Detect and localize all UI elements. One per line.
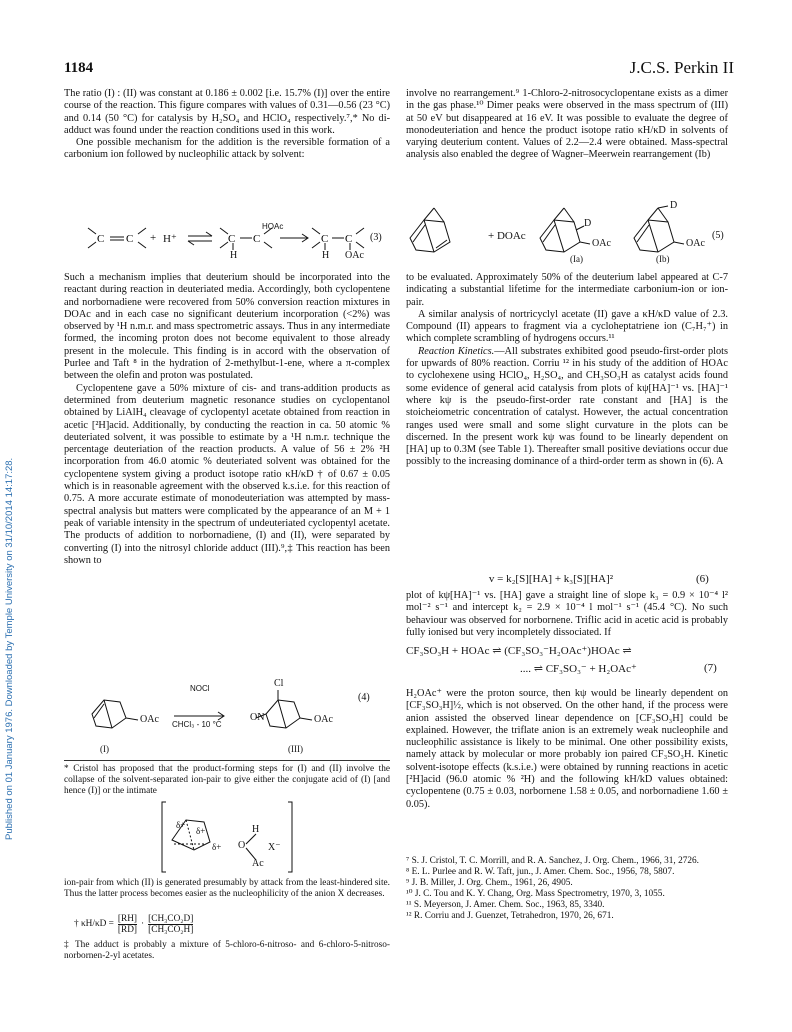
svg-text:C: C bbox=[321, 233, 329, 245]
fraction-1-numerator: [RH] bbox=[117, 914, 138, 924]
scheme-4-on: ON bbox=[250, 712, 265, 723]
left-paragraph-4: Cyclopentene gave a 50% mixture of cis- and trans-addition products as determined from deuterium magnetic resonance studies on cyclopentanol obtained by LiAlH₄ cleavage of cyclopentyl acetate obtained from reaction in acetic [²H]acid. Additionally, by conducting the reaction in ca. 50 atomic % deuteriated solvent, it was possible to estimate by a ¹H n.m.r. technique the percentage deuteriation of the reaction products. A value of 56 ± 2% ²H incorporation from 46.0 atomic % deuteriated solvent was obtained for the cyclopentene system giving a product isotope ratio κH/κD † of 0.67 ± 0.05 which is in reasonable agreement with the observed k.s.i.e. for this reaction of 0.75. A more accurate estimate of monodeuteriation was attempted by mass-spectral analysis but matters were complicated by the appearance of an M + 1 peak of variable intensity in the spectrum of undeuteriated cyclopentyl acetate. The products of addition to norbornadiene, (I) and (II), were separated by converting (I) into the nitrosyl chloride adduct (III).⁹,‡ This reaction has been shown to bbox=[64, 382, 390, 566]
reference-10: ¹⁰ J. C. Tou and K. Y. Chang, Org. Mass Spectrometry, 1970, 3, 1055. bbox=[406, 889, 665, 899]
section-heading-kinetics: Reaction Kinetics. bbox=[418, 345, 495, 357]
scheme-4-oac-2: OAc bbox=[314, 714, 333, 725]
fraction-1 bbox=[118, 914, 137, 935]
equation-number-7: (7) bbox=[704, 662, 717, 674]
fraction-2-denominator: [CH₃CO₂H] bbox=[148, 925, 194, 935]
svg-text:C: C bbox=[228, 233, 236, 245]
left-paragraph-1: The ratio (I) : (II) was constant at 0.186 ± 0.002 [i.e. 15.7% (I)] over the entire course of the reaction. This figure compares with values of 0.31—0.56 (23 °C) and 0.14 (50 °C) for catalysis by H₂SO₄ and HClO₄ respectively.⁷,* No di-adduct was found under the reaction conditions used in this work. bbox=[64, 88, 390, 136]
download-notice-text: Published on 01 January 1976. Downloaded by Temple University on 31/10/2014 14:17:28. bbox=[4, 457, 15, 840]
scheme-5-d-1: D bbox=[584, 218, 592, 229]
ion-pair-h: H bbox=[252, 824, 260, 835]
footnote-dagger: † κH/κD = $\frac{[RH]}{[RD]}$ · $\frac{\text{[CH₃CO₂D]}}{\text{[CH₃CO₂H]}}$ bbox=[74, 914, 194, 935]
equation-number-5: (5) bbox=[712, 230, 724, 241]
footnote-star: * Cristol has proposed that the product-forming steps for (I) and (II) involve the collapse of the solvent-separated ion-pair to give either the conjugate acid of (I) [and hence (I)] or the intimate bbox=[64, 764, 390, 796]
scheme-4-oac-1: OAc bbox=[140, 714, 159, 725]
scheme-3-h-product: H bbox=[322, 250, 330, 261]
scheme-3 bbox=[80, 220, 380, 270]
ion-pair-o: O bbox=[238, 840, 246, 851]
scheme-3-oac: OAc bbox=[345, 250, 364, 261]
right-paragraph-1: involve no rearrangement.⁹ 1-Chloro-2-nitrosocyclopentane exists as a dimer in the gas phase.¹⁰ Dimer peaks were observed in the mass spectrum of (III) at 50 eV but disappeared at 16 eV. It was possible to evaluate the degree of monodeuteriation and hence the product isotope ratio κH/κD in solvents of varying deuterium content. Values of 2.2—2.4 were obtained. Mass-spectral analysis also enabled the degree of Wagner–Meerwein rearrangement (Ib) bbox=[406, 88, 728, 161]
right-column-body bbox=[406, 272, 728, 469]
scheme-3-reagent: HOAc bbox=[262, 222, 284, 231]
ion-pair-ac: Ac bbox=[252, 858, 264, 869]
ion-pair-delta-3: δ+ bbox=[212, 842, 222, 852]
footnote-rule bbox=[64, 760, 390, 761]
left-column-top bbox=[64, 88, 390, 162]
scheme-5-oac-1: OAc bbox=[592, 238, 611, 249]
fraction-2-numerator: [CH₃CO₂D] bbox=[148, 914, 194, 924]
download-notice bbox=[2, 200, 16, 840]
scheme-5 bbox=[406, 204, 728, 270]
scheme-5-label-ib: (Ib) bbox=[656, 254, 670, 264]
svg-text:C: C bbox=[253, 233, 261, 245]
equation-number-4: (4) bbox=[358, 692, 370, 703]
equation-7-line-2: .... ⇌ CF₃SO₃⁻ + H₂OAc⁺ bbox=[520, 663, 637, 675]
right-paragraph-6: H₂OAc⁺ were the proton source, then kψ would be linearly dependent on [CF₃SO₃H]½, which is not observed. On the other hand, if the process were anion assisted the observed linear dependence on [CF₃SO₃H] could be explained. However, the triflate anion is an extremely weak nucleophile and nucleophilic assistance is likely to be minimal. One other possibility exists, namely attack by molecular or more probably ion paired CF₃SO₃H. Kinetic solvent-isotope effects (k.s.i.e.) were obtained by running reactions in acetic [²H]acid (96.0 atomic % ²H) and the following kH/kD values obtained: cyclopentene (0.75 ± 0.03, norbornene 1.58 ± 0.05, and norbornadiene 1.60 ± 0.05). bbox=[406, 688, 728, 810]
journal-title: J.C.S. Perkin II bbox=[629, 58, 734, 77]
reference-7: ⁷ S. J. Cristol, T. C. Morrill, and R. A. Sanchez, J. Org. Chem., 1966, 31, 2726. bbox=[406, 856, 699, 866]
page-number: 1184 bbox=[64, 60, 94, 76]
equation-number-3: (3) bbox=[370, 232, 382, 243]
right-paragraph-4-text: —All substrates exhibited good pseudo-first-order plots for upwards of 80% reaction. Corriu ¹² in his study of the addition of HOAc to cyclohexene using HClO₄, H₂SO₄, and CH₃SO₃H as catalyst acids found some evidence of general acid catalysis from plots of kψ[HA]⁻¹ vs. [HA]⁻¹ where kψ is the pseudo-first-order rate constant and [HA] is the stoicheiometric concentration of catalyst. However, the actual concentration ranges used were small and some slight curvature in the plots can be discerned. In the present work kψ was found to be linearly dependent on [HA] up to 0.3M (see Table 1). Thereafter small positive deviations occur due possibly to the increasing dominance of a third-order term as shown in (6). A bbox=[406, 345, 728, 468]
fraction-2 bbox=[148, 914, 193, 935]
left-paragraph-2: One possible mechanism for the addition is the reversible formation of a carbonium ion followed by nucleophilic attack by solvent: bbox=[64, 137, 390, 161]
scheme-4-label-i: (I) bbox=[100, 744, 109, 754]
footnote-dagger-label: † κH/κD = bbox=[74, 919, 114, 929]
footnote-continued: ion-pair from which (II) is generated presumably by attack from the least-hindered site. Thus the latter process becomes easier as the nucleophilicity of the anion X decreases. bbox=[64, 878, 390, 899]
equation-number-6: (6) bbox=[696, 573, 709, 585]
right-paragraph-3: A similar analysis of nortricyclyl acetate (II) gave a κH/κD value of 2.3. Compound (II) appears to fragment via a cycloheptatriene ion (C₇H₇⁺) in which complete scrambling of hydrogens occurs.¹¹ bbox=[406, 308, 728, 345]
ion-pair-delta-1: δ+ bbox=[176, 820, 186, 830]
reference-8: ⁸ E. L. Purlee and R. W. Taft, jun., J. Amer. Chem. Soc., 1956, 78, 5807. bbox=[406, 867, 675, 877]
scheme-3-hplus: H⁺ bbox=[163, 233, 177, 245]
scheme-4-reagent: NOCl bbox=[190, 684, 210, 693]
scheme-4-cl: Cl bbox=[274, 678, 284, 689]
left-paragraph-3: Such a mechanism implies that deuterium should be incorporated into the reactant during reaction in deuteriated media. Accordingly, both cyclopentene and norbornadiene were recovered from 50% conversion reaction mixtures in DOAc and in each case no significant deuterium incorporation (<2%) was observed by ¹H n.m.r. and mass spectrometric assays. Thus in any intermediate formed, the incoming proton does not become equivalent to those already present in the molecule. This finding is in accord with the observation of Purlee and Taft ⁸ in the hydration of 2-methylbut-1-ene, where a π-complex between the olefin and proton was postulated. bbox=[64, 272, 390, 382]
reference-12: ¹² R. Corriu and J. Guenzet, Tetrahedron, 1970, 26, 671. bbox=[406, 911, 614, 921]
scheme-5-reagent: + DOAc bbox=[488, 230, 526, 242]
scheme-4-conditions: CHCl₃ - 10 °C bbox=[172, 720, 222, 729]
scheme-4-label-iii: (III) bbox=[288, 744, 303, 754]
svg-text:C: C bbox=[126, 233, 134, 245]
left-column-body bbox=[64, 272, 390, 567]
scheme-4 bbox=[86, 688, 386, 746]
scheme-5-label-ia: (Ia) bbox=[570, 254, 583, 264]
right-paragraph-2: to be evaluated. Approximately 50% of the deuterium label appeared at C-7 indicating a substantial lifetime for the intermediate carbonium-ion or ion-pair. bbox=[406, 272, 728, 308]
equation-7-line-1: CF₃SO₃H + HOAc ⇌ (CF₃SO₃⁻H₂OAc⁺)HOAc ⇌ bbox=[406, 645, 632, 657]
scheme-3-h: H bbox=[230, 250, 238, 261]
ion-pair-delta-2: δ+ bbox=[196, 826, 206, 836]
fraction-1-denominator: [RD] bbox=[117, 925, 138, 935]
scheme-5-d-2: D bbox=[670, 200, 678, 211]
right-paragraph-5: plot of kψ[HA]⁻¹ vs. [HA] gave a straight line of slope k₃ = 0.9 × 10⁻⁴ l² mol⁻² s⁻¹ and intercept k₂ = 2.9 × 10⁻⁴ l mol⁻¹ s⁻¹ (45.4 °C). No such behaviour was observed for norbornene. Triflic acid in acetic acid is probably fully ionised but very incompletely dissociated. If bbox=[406, 590, 728, 638]
reference-11: ¹¹ S. Meyerson, J. Amer. Chem. Soc., 1963, 85, 3340. bbox=[406, 900, 605, 910]
right-paragraph-4 bbox=[406, 346, 728, 469]
svg-text:C: C bbox=[97, 233, 105, 245]
reference-9: ⁹ J. B. Miller, J. Org. Chem., 1961, 26, 4905. bbox=[406, 878, 573, 888]
footnote-ddagger: ‡ The adduct is probably a mixture of 5-chloro-6-nitroso- and 6-chloro-5-nitroso-norbornen-2-yl acetates. bbox=[64, 940, 390, 961]
reference-list bbox=[406, 856, 728, 922]
ion-pair-diagram bbox=[160, 800, 300, 875]
svg-text:C: C bbox=[345, 233, 353, 245]
equation-6: v = k₂[S][HA] + k₃[S][HA]² bbox=[488, 573, 614, 585]
scheme-5-oac-2: OAc bbox=[686, 238, 705, 249]
scheme-3-plus: + bbox=[150, 232, 157, 244]
ion-pair-x: X⁻ bbox=[268, 842, 281, 853]
